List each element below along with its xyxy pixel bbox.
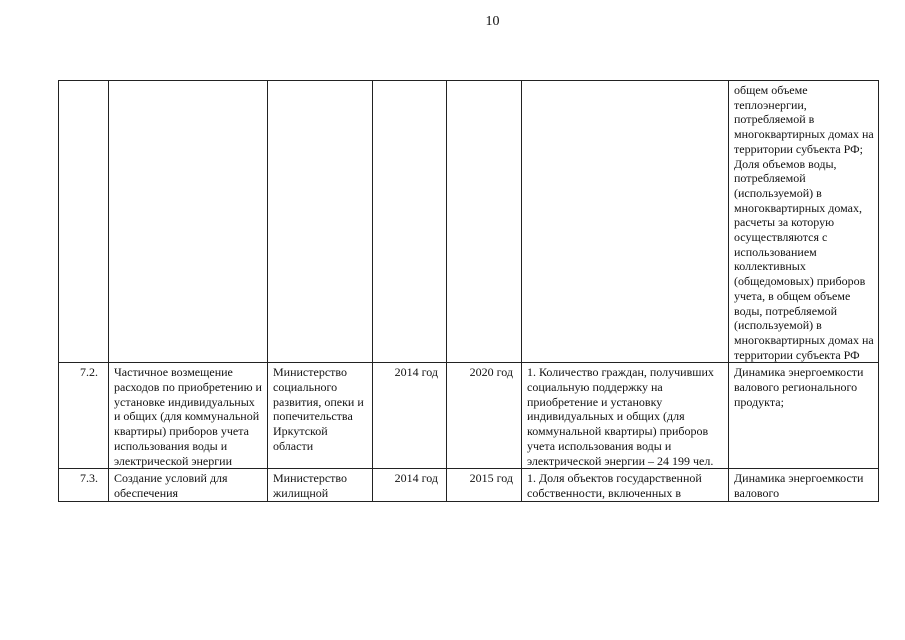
table-row (59, 469, 879, 501)
result-cell (522, 81, 729, 363)
table-row (59, 81, 879, 363)
result-cell: 1. Доля объектов государственной собственности, включенных в (522, 469, 729, 501)
measure-cell (109, 81, 268, 363)
executor-cell (268, 81, 373, 363)
end-year-cell: 2020 год (447, 363, 522, 469)
start-year-cell: 2014 год (373, 469, 447, 501)
end-year-cell: 2015 год (447, 469, 522, 501)
page-number: 10 (485, 14, 500, 29)
executor-cell: Министерство социального развития, опеки и попечительства Иркутской области (268, 363, 373, 469)
end-year-cell (447, 81, 522, 363)
executor-cell: Министерство жилищной (268, 469, 373, 501)
measure-cell: Создание условий для обеспечения (109, 469, 268, 501)
row-number-cell: 7.2. (59, 363, 109, 469)
measure-cell: Частичное возмещение расходов по приобретению и установке индивидуальных и общих (для коммунальной квартиры) приборов учета использования воды и электрической энергии (109, 363, 268, 469)
indicator-cell: Динамика энергоемкости валового регионального продукта; (729, 363, 879, 469)
row-number-cell (59, 81, 109, 363)
table-row (59, 363, 879, 469)
indicator-cell: Динамика энергоемкости валового (729, 469, 879, 501)
result-cell: 1. Количество граждан, получивших социальную поддержку на приобретение и установку индивидуальных и общих (для коммунальной квартиры) приборов учета использования воды и электрической энергии – 24 199 чел. (522, 363, 729, 469)
start-year-cell: 2014 год (373, 363, 447, 469)
row-number-cell: 7.3. (59, 469, 109, 501)
indicator-cell: общем объеме теплоэнергии, потребляемой в многоквартирных домах на территории субъекта РФ; Доля объемов воды, потребляемой (используемой) в многоквартирных домах, расчеты за которую осуществляются с использованием коллективных (общедомовых) приборов учета, в общем объеме воды, потребляемой (используемой) в многоквартирных домах на территории субъекта РФ (729, 81, 879, 363)
start-year-cell (373, 81, 447, 363)
program-measures-table (58, 80, 879, 502)
